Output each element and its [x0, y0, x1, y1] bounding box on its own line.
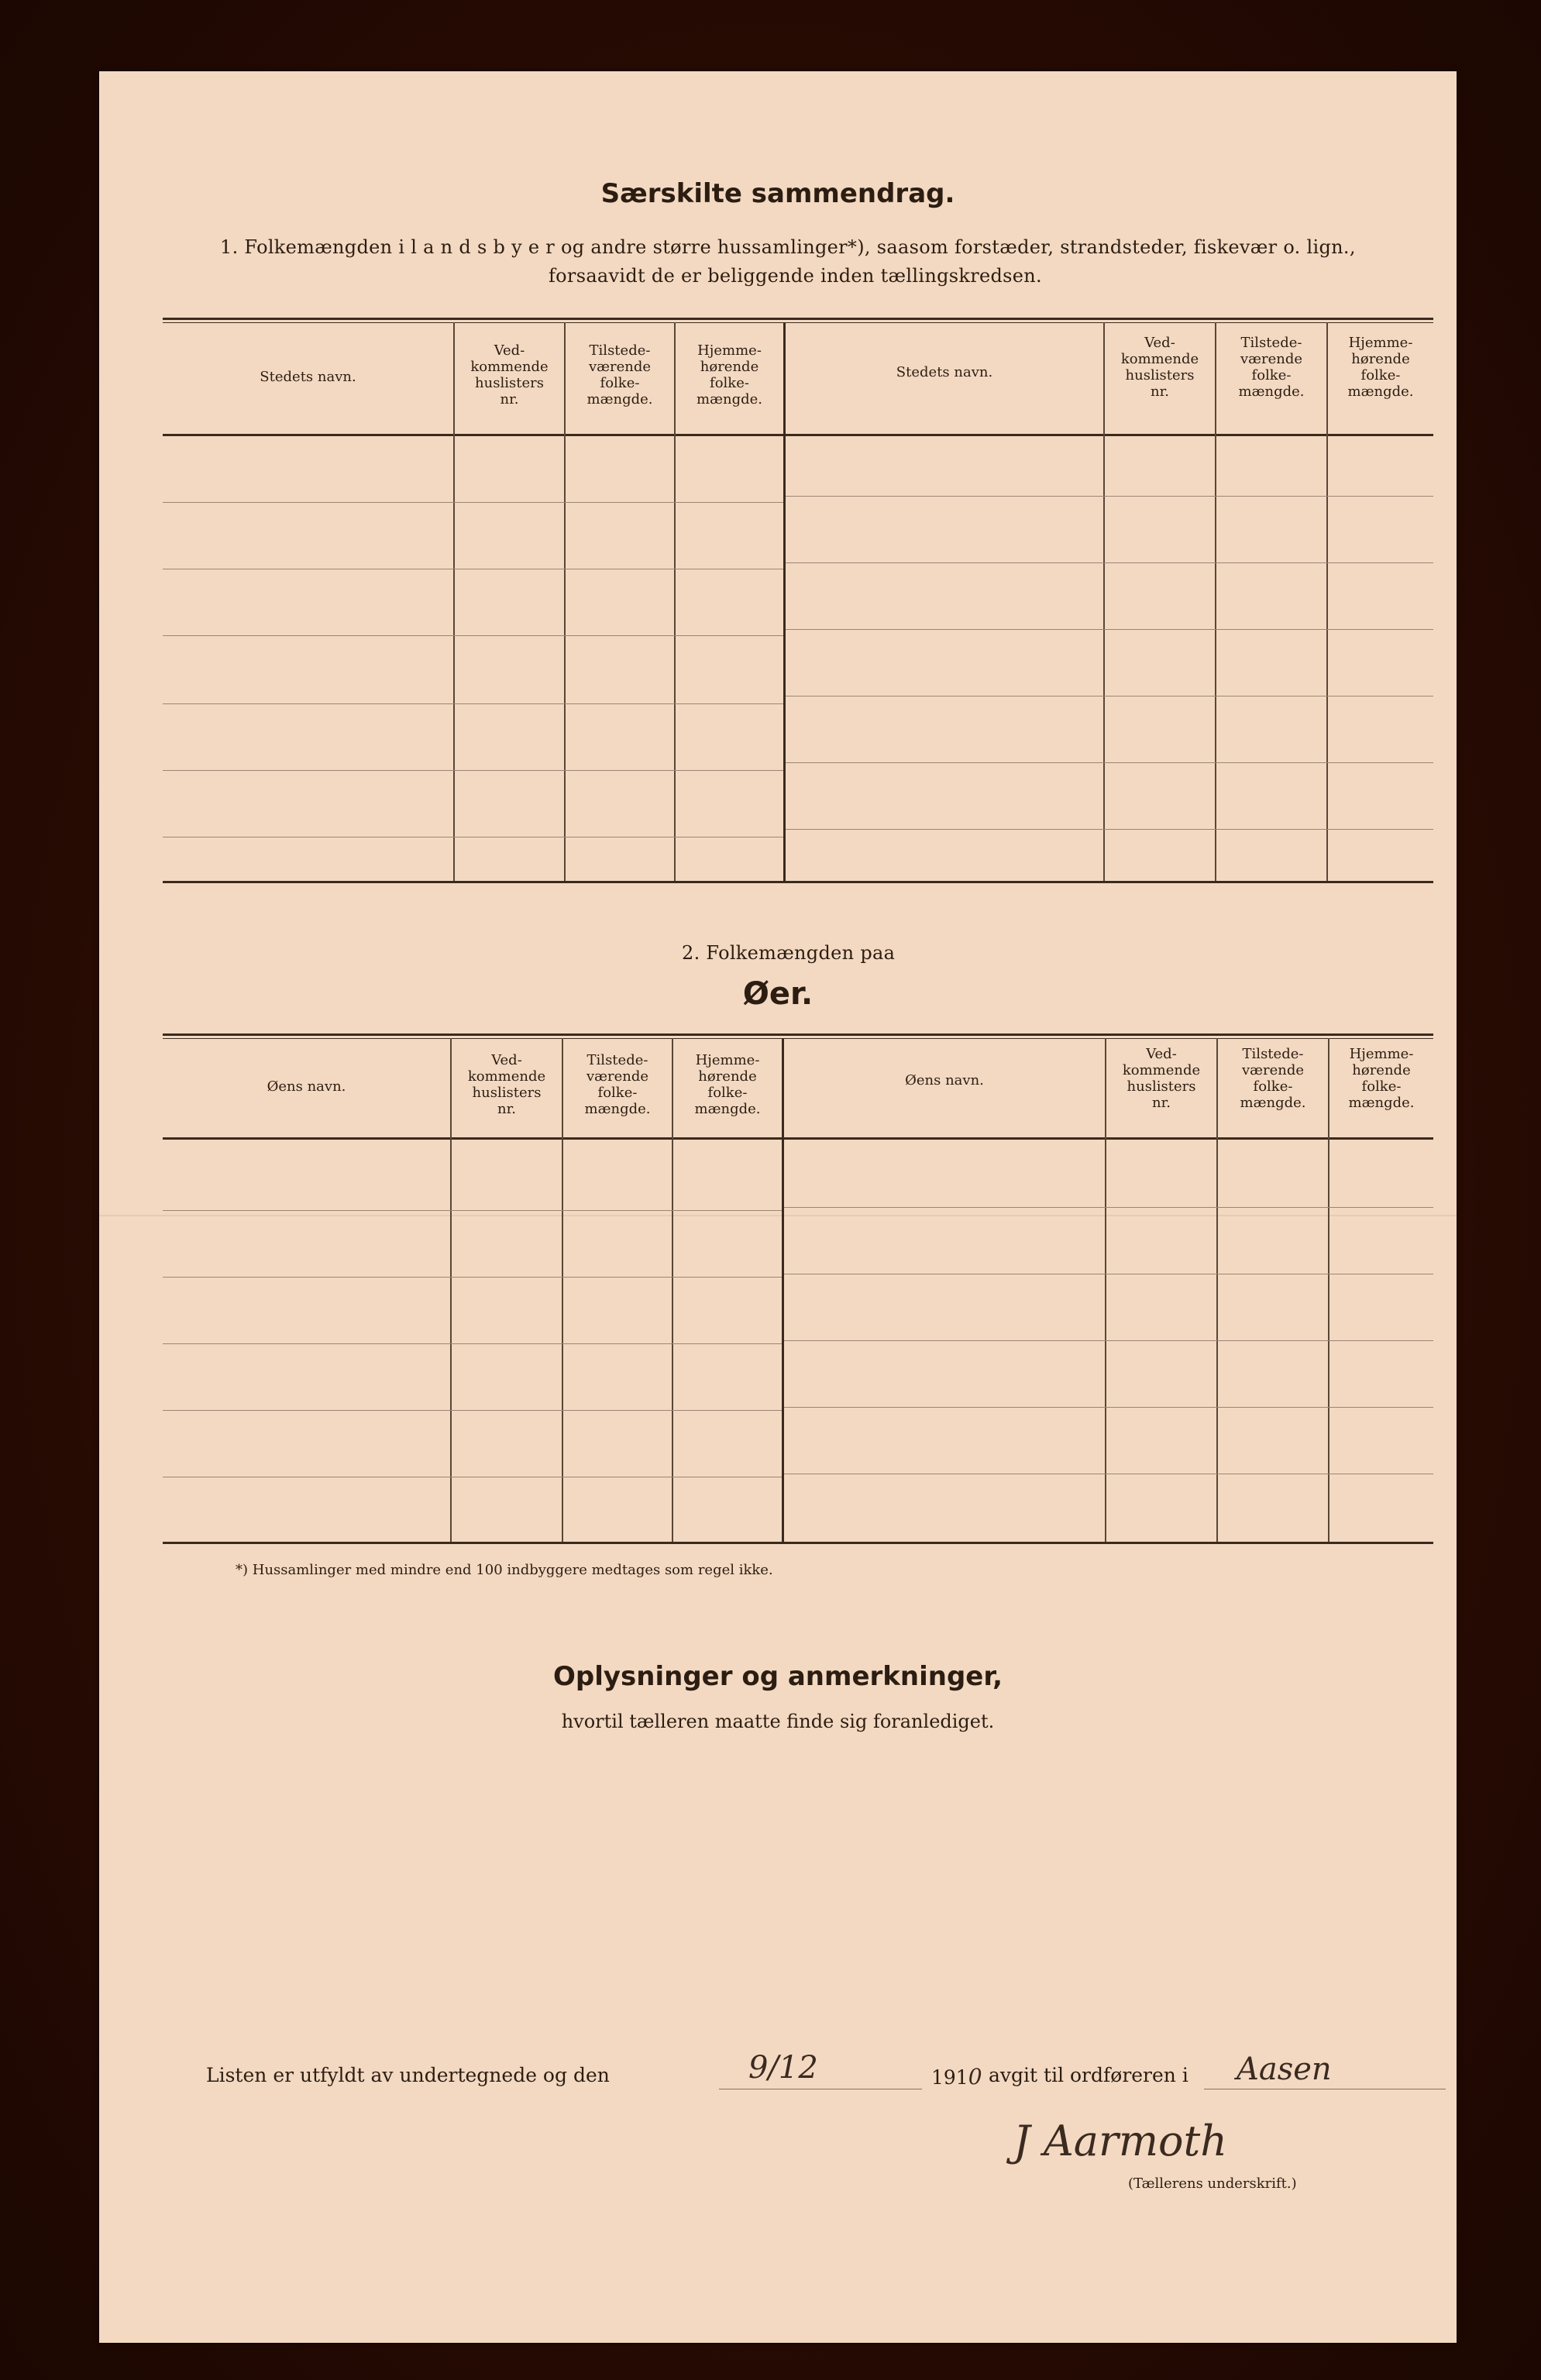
signoff-prefix: Listen er utfyldt av undertegnede og den: [206, 2064, 610, 2086]
col-header-list-no: Ved- kommende huslisters nr.: [470, 342, 549, 408]
col-header-resident: Hjemme- hørende folke- mængde.: [697, 342, 762, 408]
signoff-line: [206, 2050, 1446, 2101]
signoff-date: 9/12: [748, 2050, 818, 2086]
col-header-present-2-right: Tilstede- værende folke- mængde.: [1240, 1046, 1306, 1111]
col-header-island-right: Øens navn.: [905, 1072, 984, 1089]
page-title: Særskilte sammendrag.: [600, 178, 955, 209]
section1-text: 1. Folkemængden i l a n d s b y e r og andre større hussamlinger*), saasom forstæder, strandsteder, fiskevær o. lign.,: [220, 236, 1356, 258]
col-header-place-right: Stedets navn.: [896, 364, 993, 380]
signoff-mid: avgit til ordføreren i: [989, 2064, 1188, 2086]
col-header-resident-2-right: Hjemme- hørende folke- mængde.: [1348, 1046, 1415, 1111]
col-header-resident-2: Hjemme- hørende folke- mængde.: [694, 1052, 761, 1117]
col-header-present: Tilstede- værende folke- mængde.: [586, 342, 653, 408]
enumerator-signature: J Aarmoth: [1013, 2117, 1228, 2165]
section2-heading: Øer.: [742, 976, 813, 1012]
col-header-list-no-2-right: Ved- kommende huslisters nr.: [1122, 1046, 1201, 1111]
section1-text-cont: forsaavidt de er beliggende inden tællingskredsen.: [549, 265, 1042, 287]
remarks-title: Oplysninger og anmerkninger,: [552, 1661, 1003, 1692]
col-header-list-no-right: Ved- kommende huslisters nr.: [1120, 335, 1199, 400]
census-form-page: [99, 71, 1457, 2343]
signoff-year: 1910: [931, 2064, 982, 2089]
section2-text: 2. Folkemængden paa: [682, 942, 896, 964]
signoff-place: Aasen: [1237, 2052, 1332, 2087]
col-header-present-right: Tilstede- værende folke- mængde.: [1238, 335, 1305, 400]
footnote: *) Hussamlinger med mindre end 100 indbyggere medtages som regel ikke.: [236, 1562, 773, 1578]
col-header-list-no-2: Ved- kommende huslisters nr.: [467, 1052, 546, 1117]
col-header-resident-right: Hjemme- hørende folke- mængde.: [1347, 335, 1414, 400]
col-header-island: Øens navn.: [267, 1078, 346, 1095]
col-header-place: Stedets navn.: [260, 369, 356, 385]
remarks-subtitle: hvortil tælleren maatte finde sig foranlediget.: [561, 1711, 995, 1732]
fold-line: [99, 1215, 1457, 1216]
signature-caption: (Tællerens underskrift.): [1128, 2175, 1297, 2192]
col-header-present-2: Tilstede- værende folke- mængde.: [584, 1052, 651, 1117]
